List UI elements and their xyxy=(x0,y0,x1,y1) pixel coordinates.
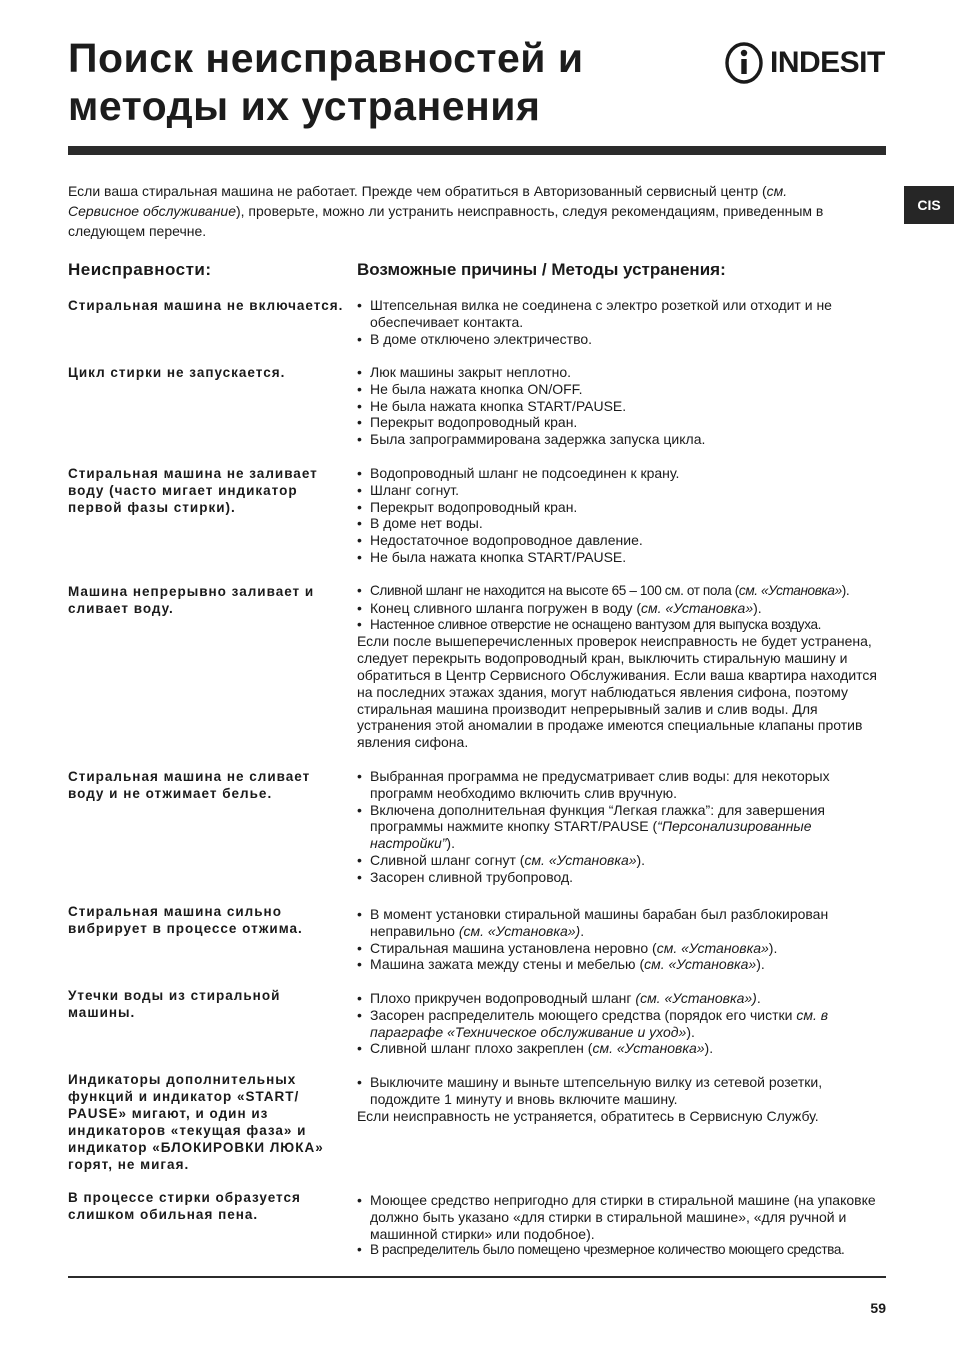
cause-item: • Включена дополнительная функция “Легкая глажка”: для завершения программы нажмите кнопку START/PAUSE (“Персонализированные настройки”). xyxy=(357,802,886,852)
cause-item: • Не была нажата кнопка START/PAUSE. xyxy=(357,549,886,566)
cause-item: • Выключите машину и выньте штепсельную вилку из сетевой розетки, подождите 1 минуту и вновь включите машину. xyxy=(357,1074,886,1108)
cause-note: Если после вышеперечисленных проверок неисправность не будет устранена, следует перекрыть водопроводный кран, выключить стиральную машину и обратиться в Центр Сервисного Обслуживания. Если ваша квартира находится на последних этажах здания, могут наблюдаться явления сифона, поэтому стиральная машина производит непрерывный залив и слив воды. Для устранения этой аномалии в продаже имеются специальные клапаны против явления сифона. xyxy=(357,633,878,751)
cause-item: • Засорен распределитель моющего средства (порядок его чистки см. в параграфе «Техническое обслуживание и уход»). xyxy=(357,1007,886,1041)
cause-item: • Плохо прикручен водопроводный шланг (см. «Установка»). xyxy=(357,990,886,1007)
cause-item: • Сливной шланг согнут (см. «Установка»). xyxy=(357,852,886,869)
cause-reference: (см. «Установка») xyxy=(635,990,757,1006)
problems-column-heading: Неисправности: xyxy=(68,260,212,279)
cause-item: • Засорен сливной трубопровод. xyxy=(357,869,886,886)
cause-list xyxy=(357,768,886,886)
cause-reference: “Персонализированные настройки” xyxy=(370,818,812,852)
cause-item: • Перекрыт водопроводный кран. xyxy=(357,499,886,516)
problem-label: Стиральная машина сильно вибрирует в процессе отжима. xyxy=(68,904,303,936)
indesit-i-mark-icon xyxy=(724,42,768,84)
cause-item: • Недостаточное водопроводное давление. xyxy=(357,532,886,549)
cause-item: • Не была нажата кнопка START/PAUSE. xyxy=(357,398,886,415)
cause-reference: см. «Установка» xyxy=(641,599,754,616)
cause-reference: см. «Установка» xyxy=(644,956,757,973)
cause-item: • Шланг согнут. xyxy=(357,482,886,499)
cause-item: • Настенное сливное отверстие не оснащено вантузом для выпуска воздуха. xyxy=(357,617,886,634)
cause-item: • Перекрыт водопроводный кран. xyxy=(357,414,886,431)
page-title-line-1: Поиск неисправностей и xyxy=(68,35,584,81)
problem-label: Цикл стирки не запускается. xyxy=(68,365,286,380)
cause-reference: см. «Установка» xyxy=(738,583,842,598)
footer-divider xyxy=(68,1276,886,1278)
cause-item: • Машина зажата между стены и мебелью (см. «Установка»). xyxy=(357,956,886,973)
cause-reference: см. «Установка» xyxy=(524,851,637,868)
page-number: 59 xyxy=(870,1300,886,1316)
intro-reference: см. Сервисное обслуживание xyxy=(68,183,788,219)
cause-item: • Люк машины закрыт неплотно. xyxy=(357,364,886,381)
cause-item: • Водопроводный шланг не подсоединен к крану. xyxy=(357,465,886,482)
problem-label: Стиральная машина не включается. xyxy=(68,298,344,313)
cause-reference: см. «Установка» xyxy=(656,939,769,956)
cause-item: • Сливной шланг не находится на высоте 65 – 100 см. от пола (см. «Установка»). xyxy=(357,583,886,600)
cause-item: • Выбранная программа не предусматривает слив воды: для некоторых программ необходимо включить слив вручную. xyxy=(357,768,886,802)
cause-item: • Моющее средство непригодно для стирки в стиральной машине (на упаковке должно быть указано «для стирки в стиральной машине», «для ручной и машинной стирки» или подобное). xyxy=(357,1192,886,1242)
problem-label: Утечки воды из стиральной машины. xyxy=(68,988,281,1020)
cause-item: • Стиральная машина установлена неровно (см. «Установка»). xyxy=(357,940,886,957)
brand-logo-text: INDESIT xyxy=(770,46,885,79)
cause-item: • Штепсельная вилка не соединена с электро розеткой или отходит и не обеспечивает контакта. xyxy=(357,297,886,331)
intro-text-start: Если ваша стиральная машина не работает. Прежде чем обратиться в Авторизованный сервисный центр ( xyxy=(68,183,767,199)
cause-item: • Была запрограммирована задержка запуска цикла. xyxy=(357,431,886,448)
problem-label: В процессе стирки образуется слишком обильная пена. xyxy=(68,1190,301,1222)
cause-item: • В доме отключено электричество. xyxy=(357,331,886,348)
cause-item: • В момент установки стиральной машины барабан был разблокирован неправильно (см. «Установка»). xyxy=(357,906,886,940)
cause-reference: (см. «Установка») xyxy=(458,922,581,939)
cause-reference: см. в параграфе «Техническое обслуживание и уход» xyxy=(370,1006,829,1040)
problem-label: Машина непрерывно заливает и сливает воду. xyxy=(68,584,315,616)
problem-label: Стиральная машина не заливает воду (часто мигает индикатор первой фазы стирки). xyxy=(68,466,318,515)
intro-paragraph xyxy=(68,181,828,241)
header-divider xyxy=(68,146,886,155)
cause-list xyxy=(357,1192,886,1259)
cause-item: • В распределитель было помещено чрезмерное количество моющего средства. xyxy=(357,1242,886,1259)
cause-item: • Не была нажата кнопка ON/OFF. xyxy=(357,381,886,398)
cause-list xyxy=(357,583,886,751)
intro-text-end: ), проверьте, можно ли устранить неисправность, следуя рекомендациям, приведенным в следующем перечне. xyxy=(68,203,824,239)
problem-label: Индикаторы дополнительных функций и индикатор «START/ PAUSE» мигают, и один из индикаторов «текущая фаза» и индикатор «БЛОКИРОВКИ ЛЮКА» горят, не мигая. xyxy=(68,1072,324,1172)
cause-list xyxy=(357,990,886,1057)
language-tab: CIS xyxy=(904,186,954,224)
cause-note: Если неисправность не устраняется, обратитесь в Сервисную Службу. xyxy=(357,1107,819,1124)
page-title xyxy=(68,34,584,130)
brand-logo xyxy=(724,42,888,84)
cause-item: • Конец сливного шланга погружен в воду (см. «Установка»). xyxy=(357,600,886,617)
cause-list xyxy=(357,906,886,973)
cause-list xyxy=(357,465,886,566)
cause-list xyxy=(357,297,886,347)
cause-item: • Сливной шланг плохо закреплен (см. «Установка»). xyxy=(357,1040,886,1057)
cause-list xyxy=(357,1074,886,1124)
cause-reference: см. «Установка» xyxy=(592,1040,705,1057)
causes-column-heading: Возможные причины / Методы устранения: xyxy=(357,260,726,279)
page-title-line-2: методы их устранения xyxy=(68,83,541,129)
cause-list xyxy=(357,364,886,448)
cause-item: • В доме нет воды. xyxy=(357,515,886,532)
problem-label: Стиральная машина не сливает воду и не отжимает белье. xyxy=(68,769,311,801)
